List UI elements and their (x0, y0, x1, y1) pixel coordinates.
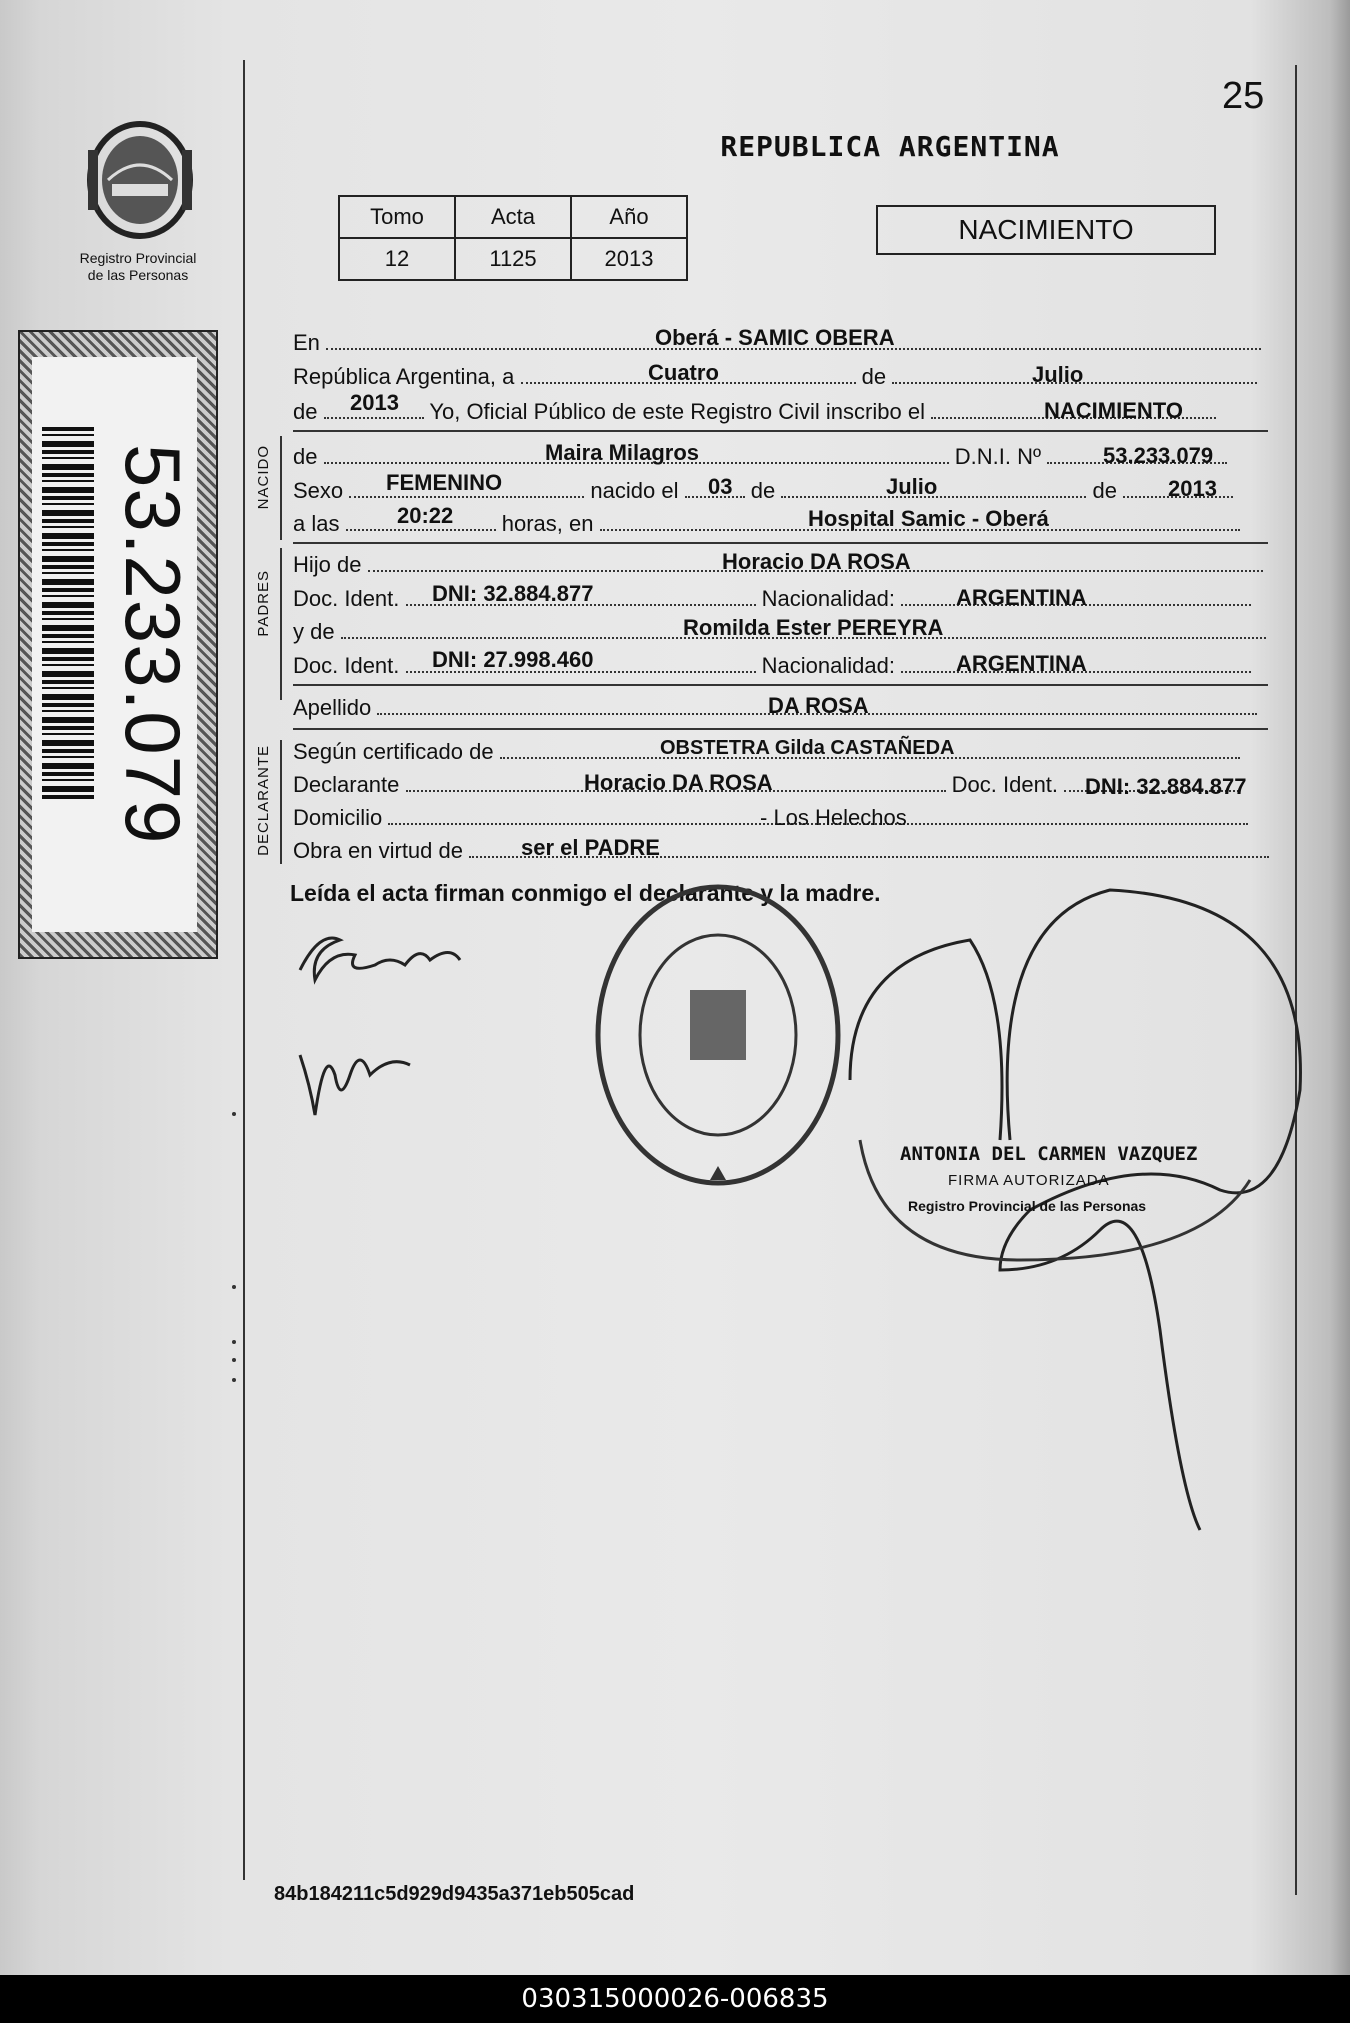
madre-doc-value: DNI: 27.998.460 (432, 647, 594, 672)
nacido-section-label: NACIDO (255, 445, 272, 510)
padre-doc-label: Doc. Ident. (293, 586, 400, 611)
logo-caption-line-1: Registro Provincial (79, 250, 197, 266)
table-value-acta: 1125 (455, 238, 571, 280)
oficial-text: Yo, Oficial Público de este Registro Civil inscribo el (429, 399, 925, 424)
official-name: ANTONIA DEL CARMEN VAZQUEZ (900, 1143, 1198, 1165)
declarante-doc-value: DNI: 32.884.877 (1085, 774, 1247, 799)
obra-label: Obra en virtud de (293, 838, 463, 863)
table-value-anio: 2013 (571, 238, 687, 280)
margin-dot (232, 1285, 236, 1289)
fecha-de-label: de (861, 364, 887, 389)
side-id-number: 53.233.079 (109, 444, 197, 845)
madre-nac-value: ARGENTINA (956, 651, 1087, 676)
table-value-tomo: 12 (339, 238, 455, 280)
padre-value: Horacio DA ROSA (722, 549, 911, 574)
table-header-acta: Acta (455, 196, 571, 238)
margin-dot (232, 1378, 236, 1382)
dni-value: 53.233.079 (1103, 443, 1214, 468)
signature-2 (300, 1055, 410, 1115)
madre-value: Romilda Ester PEREYRA (683, 615, 944, 640)
hijo-de-label: Hijo de (293, 552, 362, 577)
padre-nac-label: Nacionalidad: (761, 586, 895, 611)
dni-label: D.N.I. Nº (954, 444, 1041, 469)
document-title: REPUBLICA ARGENTINA (720, 130, 1060, 163)
lugar-nacimiento-value: Hospital Samic - Oberá (808, 506, 1049, 531)
margin-dot (232, 1358, 236, 1362)
domicilio-label: Domicilio (293, 805, 383, 830)
hora-value: 20:22 (397, 503, 454, 528)
document-hash: 84b184211c5d929d9435a371eb505cad (274, 1883, 635, 1905)
padres-section-label: PADRES (255, 570, 272, 637)
declarante-label: Declarante (293, 772, 400, 797)
margin-dot (232, 1112, 236, 1116)
certificado-label: Según certificado de (293, 739, 494, 764)
footer-code: 030315000026-006835 (0, 1975, 1350, 2023)
nacido-el-label: nacido el (590, 478, 679, 503)
declarante-section-label: DECLARANTE (255, 745, 272, 856)
signature-1 (300, 938, 460, 980)
nacido-de-label: de (750, 478, 776, 503)
lugar-label: En (293, 330, 320, 355)
padre-nac-value: ARGENTINA (956, 585, 1087, 610)
lugar-value: Oberá - SAMIC OBERA (655, 325, 895, 350)
hora-label: a las (293, 511, 340, 536)
declarante-doc-label: Doc. Ident. (951, 772, 1059, 797)
logo-caption-line-2: de las Personas (87, 267, 189, 283)
table-header-anio: Año (571, 196, 687, 238)
madre-nac-label: Nacionalidad: (761, 653, 895, 678)
anio-value: 2013 (350, 390, 399, 415)
padre-doc-value: DNI: 32.884.877 (432, 581, 594, 606)
dia-nacimiento-value: 03 (708, 474, 733, 499)
table-header-tomo: Tomo (339, 196, 455, 238)
official-office: Registro Provincial de las Personas (908, 1198, 1147, 1214)
obra-value: ser el PADRE (521, 835, 660, 860)
sexo-label: Sexo (293, 478, 344, 503)
certificado-value: OBSTETRA Gilda CASTAÑEDA (660, 737, 955, 759)
sexo-value: FEMENINO (386, 470, 503, 495)
mes-nacimiento-value: Julio (886, 474, 938, 499)
fecha-label: República Argentina, a (293, 364, 515, 389)
anio-nacimiento-value: 2013 (1168, 476, 1217, 501)
madre-doc-label: Doc. Ident. (293, 653, 400, 678)
dia-texto-value: Cuatro (648, 360, 719, 385)
domicilio-value: - Los Helechos (760, 805, 907, 830)
inscripcion-value: NACIMIENTO (1044, 398, 1183, 423)
nombre-label: de (293, 444, 318, 469)
act-type-box: NACIMIENTO (876, 205, 1216, 255)
apellido-value: DA ROSA (768, 693, 869, 718)
horas-en-label: horas, en (501, 511, 594, 536)
nacido-de2-label: de (1092, 478, 1117, 503)
declarante-value: Horacio DA ROSA (584, 770, 773, 795)
nombre-value: Maira Milagros (545, 440, 700, 465)
registry-stamp (598, 887, 838, 1183)
y-de-label: y de (293, 619, 335, 644)
mes-texto-value: Julio (1032, 362, 1084, 387)
official-role: FIRMA AUTORIZADA (948, 1172, 1110, 1189)
apellido-label: Apellido (293, 695, 372, 720)
page-number: 25 (1222, 75, 1265, 117)
margin-dot (232, 1340, 236, 1344)
anio-label: de (293, 399, 318, 424)
closing-statement: Leída el acta firman conmigo el declarante y la madre. (290, 880, 881, 906)
